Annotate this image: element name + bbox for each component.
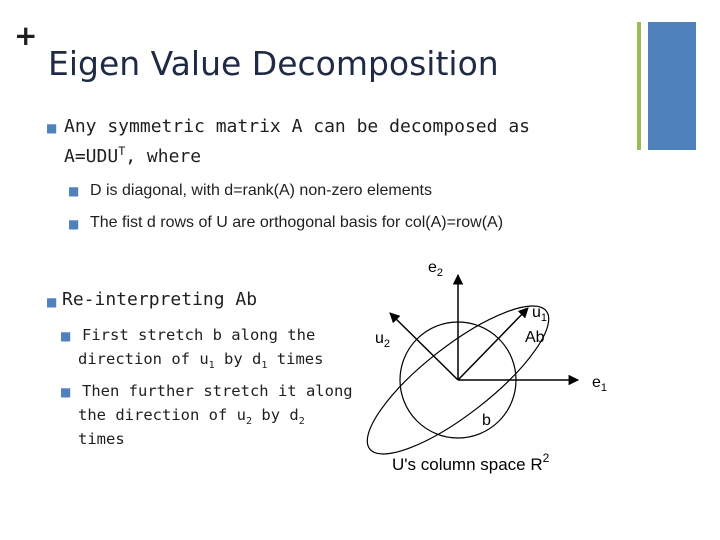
caption: U's column space $R^2$ bbox=[392, 451, 550, 474]
sub-bullet-4-line-3: times bbox=[78, 430, 125, 448]
bullet-1-line-1: Any symmetric matrix A can be decomposed as bbox=[64, 116, 530, 137]
sub-bullet-1: D is diagonal, with d=rank(A) non-zero elements bbox=[90, 182, 432, 199]
sub-bullet-square-icon: ■ bbox=[60, 385, 72, 399]
decorative-blue-bar bbox=[648, 22, 696, 150]
bullet-1-line-2: $A=UDU^T$, where bbox=[64, 144, 202, 167]
label-u1: $u_1$ bbox=[532, 304, 548, 324]
plus-mark: + bbox=[14, 19, 38, 52]
slide-title: Eigen Value Decomposition bbox=[48, 44, 499, 83]
column-space-diagram bbox=[360, 250, 690, 480]
decorative-green-bar bbox=[637, 22, 641, 150]
sub-bullet-2: The fist d rows of U are orthogonal basis for col(A)=row(A) bbox=[90, 214, 504, 231]
label-e1: $e_1$ bbox=[592, 374, 608, 394]
sub-bullet-4-line-2: the direction of $u_2$ by $d_2$ bbox=[78, 406, 305, 428]
bullet-square-icon: ■ bbox=[46, 295, 58, 309]
sub-bullet-square-icon: ■ bbox=[68, 184, 80, 198]
u1-arrow bbox=[458, 308, 528, 380]
sub-bullet-3-line-2: direction of $u_1$ by $d_1$ times bbox=[78, 350, 324, 372]
bullet-square-icon: ■ bbox=[46, 121, 58, 135]
label-b: b bbox=[482, 412, 491, 429]
label-e2: $e_2$ bbox=[428, 259, 444, 279]
sub-bullet-square-icon: ■ bbox=[60, 329, 72, 343]
sub-bullet-3-line-1: First stretch b along the bbox=[82, 326, 316, 344]
label-u2: $u_2$ bbox=[375, 330, 391, 350]
sub-bullet-square-icon: ■ bbox=[68, 217, 80, 231]
bullet-2: Re-interpreting Ab bbox=[62, 289, 258, 310]
sub-bullet-4-line-1: Then further stretch it along bbox=[82, 382, 353, 400]
label-ab: Ab bbox=[525, 329, 545, 346]
